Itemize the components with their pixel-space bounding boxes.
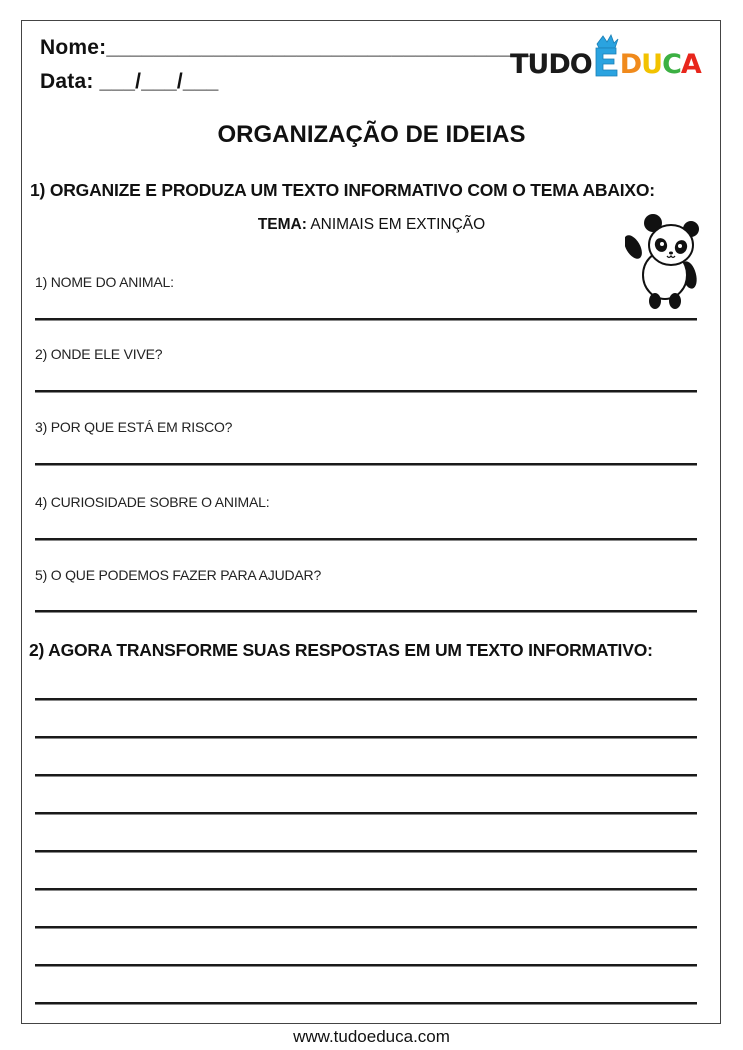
worksheet-frame — [21, 20, 721, 1024]
writing-line[interactable] — [35, 964, 697, 967]
writing-line[interactable] — [35, 774, 697, 777]
logo-letter: U — [641, 49, 663, 80]
panda-icon — [625, 205, 705, 310]
answer-line[interactable] — [35, 318, 697, 321]
writing-line[interactable] — [35, 812, 697, 815]
answer-line[interactable] — [35, 390, 697, 393]
question-label: 3) POR QUE ESTÁ EM RISCO? — [35, 419, 233, 435]
logo-letter: A — [680, 49, 701, 80]
answer-line[interactable] — [35, 463, 697, 466]
date-field-label: Data: ___/___/___ — [40, 70, 219, 93]
question-label: 4) CURIOSIDADE SOBRE O ANIMAL: — [35, 494, 270, 510]
answer-line[interactable] — [35, 610, 697, 613]
writing-line[interactable] — [35, 698, 697, 701]
answer-line[interactable] — [35, 538, 697, 541]
writing-line[interactable] — [35, 888, 697, 891]
question-label: 2) ONDE ELE VIVE? — [35, 346, 163, 362]
logo-text-duca — [620, 51, 701, 78]
question-label: 1) NOME DO ANIMAL: — [35, 274, 174, 290]
writing-line[interactable] — [35, 926, 697, 929]
section2-heading: 2) AGORA TRANSFORME SUAS RESPOSTAS EM UM TEXTO INFORMATIVO: — [29, 640, 653, 660]
page-title: ORGANIZAÇÃO DE IDEIAS — [217, 121, 526, 148]
question-label: 5) O QUE PODEMOS FAZER PARA AJUDAR? — [35, 567, 322, 583]
logo-text-tudo: TUDO — [510, 49, 592, 80]
footer-url: www.tudoeduca.com — [293, 1027, 450, 1046]
logo-letter: D — [619, 49, 642, 80]
theme-value: ANIMAIS EM EXTINÇÃO — [306, 216, 486, 233]
tudoeduca-logo — [510, 30, 701, 78]
section1-heading: 1) ORGANIZE E PRODUZA UM TEXTO INFORMATIVO COM O TEMA ABAIXO: — [30, 180, 655, 200]
theme-label: TEMA: — [257, 216, 307, 233]
name-field-label: Nome:____________________________________ — [40, 36, 534, 59]
logo-letter: C — [662, 49, 681, 80]
writing-line[interactable] — [35, 850, 697, 853]
writing-line[interactable] — [35, 736, 697, 739]
writing-line[interactable] — [35, 1002, 697, 1005]
book-e-icon — [593, 34, 619, 78]
